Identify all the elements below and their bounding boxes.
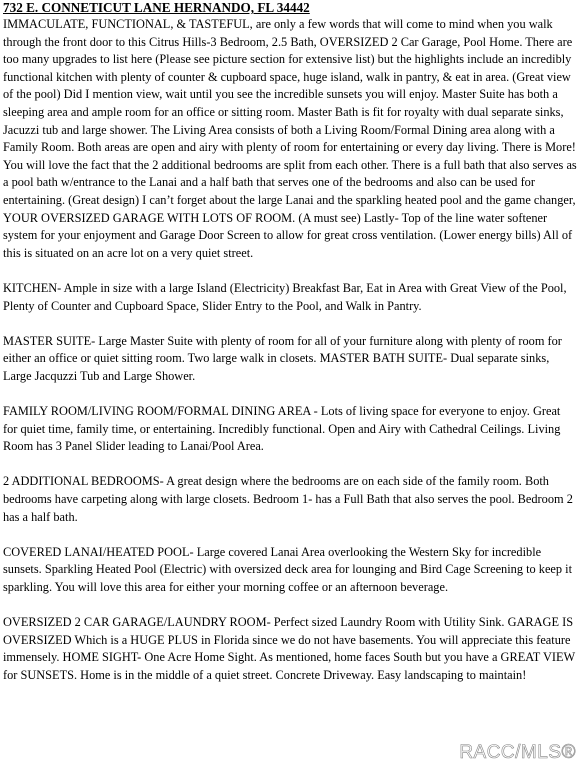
- master-suite-paragraph: MASTER SUITE- Large Master Suite with plenty of room for all of your furniture along with plenty of room for either an office or quiet sitting room. Two large walk in closets. MASTER BATH SUITE- Dual separate sinks, Large Jacquzzi Tub and Large Shower.: [3, 333, 562, 383]
- bedrooms-paragraph: 2 ADDITIONAL BEDROOMS- A great design where the bedrooms are on each side of the family room. Both bedrooms have carpeting along with large closets. Bedroom 1- has a Full Bath that also serves the pool. Bedroom 2 has a half bath.: [3, 474, 573, 524]
- kitchen-paragraph: KITCHEN- Ample in size with a large Island (Electricity) Breakfast Bar, Eat in Area with Great View of the Pool, Plenty of Counter and Cupboard Space, Slider Entry to the Pool, and Walk in Pantry.: [3, 280, 567, 313]
- family-room-paragraph: FAMILY ROOM/LIVING ROOM/FORMAL DINING AREA - Lots of living space for everyone to enjoy. Great for quiet time, family time, or entertaining. Incredibly functional. Open and Airy with Cathedral Ceilings. Living Room has 3 Panel Slider leading to Lanai/Pool Area.: [3, 404, 561, 454]
- document-title: 732 E. CONNETICUT LANE HERNANDO, FL 34442: [3, 0, 310, 15]
- intro-paragraph: IMMACULATE, FUNCTIONAL, & TASTEFUL, are only a few words that will come to mind when you walk through the front door to this Citrus Hills-3 Bedroom, 2.5 Bath, OVERSIZED 2 Car Garage, Pool Home. There are too many upgrades to list here (Please see picture section for extensive list) but the highlights include an incredibly functional kitchen with plenty of counter & cupboard space, huge island, walk in pantry, & eat in area. (Great view of the pool) Did I mention view, wait until you see the incredible sunsets you will enjoy. Master Suite has both a sleeping area and ample room for an office or sitting room. Master Bath is fit for royalty with dual separate sinks, Jacuzzi tub and large shower. The Living Area consists of both a Living Room/Formal Dining area along with a Family Room. Both areas are open and airy with plenty of room for entertaining or every day living. There is More! You will love the fact that the 2 additional bedrooms are split from each other. There is a full bath that also serves as a pool bath w/entrance to the Lanai and a half bath that serves one of the bedrooms and also can be used for entertaining. (Great design) I can’t forget about the large Lanai and the sparkling heated pool and the game changer, YOUR OVERSIZED GARAGE WITH LOTS OF ROOM. (A must see) Lastly- Top of the line water softener system for your enjoyment and Garage Door Screen to allow for great cross ventilation. (Lower energy bills) All of this is situated on an acre lot on a very quiet street.: [3, 17, 577, 260]
- listing-document: [3, 0, 577, 702]
- lanai-pool-paragraph: COVERED LANAI/HEATED POOL- Large covered Lanai Area overlooking the Western Sky for incredible sunsets. Sparkling Heated Pool (Electric) with oversized deck area for lounging and Bird Cage Screening to keep it sparkling. You will love this area for either your morning coffee or an afternoon beverage.: [3, 544, 573, 594]
- mls-watermark: RACC/MLS®: [459, 742, 576, 763]
- garage-laundry-paragraph: OVERSIZED 2 CAR GARAGE/LAUNDRY ROOM- Perfect sized Laundry Room with Utility Sink. GARAGE IS OVERSIZED Which is a HUGE PLUS in Florida since we do not have basements. You will appreciate this feature immensely. HOME SIGHT- One Acre Home Sight. As mentioned, home faces South but you have a GREAT VIEW for SUNSETS. Home is in the middle of a quiet street. Concrete Driveway. Easy landscaping to maintain!: [3, 615, 575, 682]
